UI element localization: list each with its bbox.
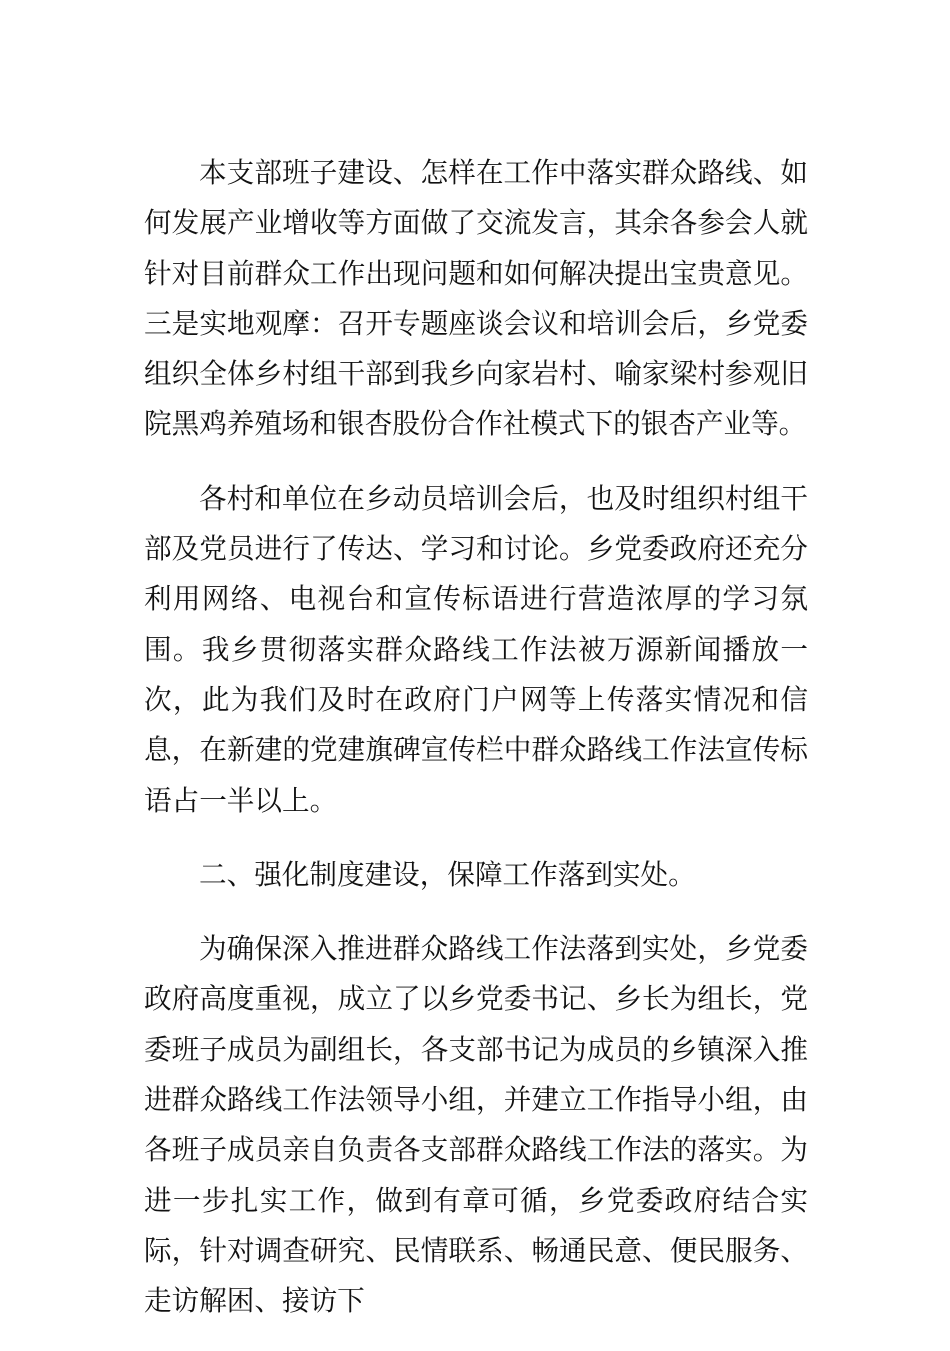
section-heading: 二、强化制度建设，保障工作落到实处。 xyxy=(199,857,696,891)
paragraph-1: 本支部班子建设、怎样在工作中落实群众路线、如何发展产业增收等方面做了交流发言，其余各参会人就针对目前群众工作出现问题和如何解决提出宝贵意见。三是实地观摩：召开专题座谈会议和培训会后，乡党委组织全体乡村组干部到我乡向家岩村、喻家梁村参观旧院黑鸡养殖场和银杏股份合作社模式下的银杏产业等。 xyxy=(144,156,808,441)
paragraph-3: 为确保深入推进群众路线工作法落到实处，乡党委政府高度重视，成立了以乡党委书记、乡长为组长，党委班子成员为副组长，各支部书记为成员的乡镇深入推进群众路线工作法领导小组，并建立工作指导小组，由各班子成员亲自负责各支部群众路线工作法的落实。为进一步扎实工作，做到有章可循，乡党委政府结合实际，针对调查研究、民情联系、畅通民意、便民服务、走访解困、接访下 xyxy=(144,932,808,1318)
document-body xyxy=(144,148,808,1351)
paragraph-2: 各村和单位在乡动员培训会后，也及时组织村组干部及党员进行了传达、学习和讨论。乡党委政府还充分利用网络、电视台和宣传标语进行营造浓厚的学习氛围。我乡贯彻落实群众路线工作法被万源新闻播放一次，此为我们及时在政府门户网等上传落实情况和信息，在新建的党建旗碑宣传栏中群众路线工作法宣传标语占一半以上。 xyxy=(144,481,808,817)
